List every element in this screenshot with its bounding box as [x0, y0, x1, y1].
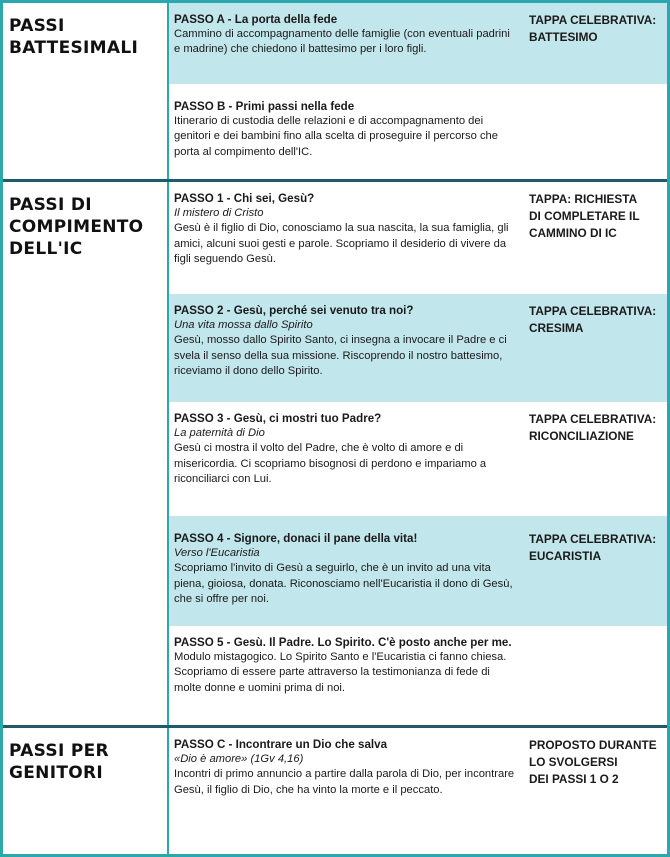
- section-title: PASSI DI COMPIMENTO DELL'IC: [9, 195, 144, 259]
- row-content: [174, 531, 519, 607]
- tappa-label: TAPPA CELEBRATIVA: CRESIMA: [529, 304, 657, 335]
- row-text: Gesù ci mostra il volto del Padre, che è volto di amore e di misericordia. Ci scopriamo bisognosi di perdono e impariamo a riconciliarci con Lui.: [174, 442, 487, 485]
- row-content: [174, 99, 519, 160]
- section-passi-compimento: [3, 182, 667, 725]
- row-heading: PASSO 5 - Gesù. Il Padre. Lo Spirito. C'è posto anche per me.: [174, 636, 512, 649]
- row-text: Itinerario di custodia delle relazioni e di accompagnamento dei genitori e dei bambini fino alla scelta di proseguire il percorso che porta al compimento dell'IC.: [174, 115, 498, 158]
- row-text: Gesù è il figlio di Dio, conosciamo la sua nascita, la sua famiglia, gli amici, alcuni suoi gesti e parole. Scopriamo il desiderio di vivere da figli seguendo Gesù.: [174, 222, 509, 265]
- row-passo-2: [169, 294, 667, 402]
- row-content: [174, 737, 519, 798]
- row-heading: PASSO 2 - Gesù, perché sei venuto tra noi?: [174, 304, 414, 317]
- row-heading: PASSO 3 - Gesù, ci mostri tuo Padre?: [174, 412, 382, 425]
- section-passi-genitori: [3, 728, 667, 854]
- row-subtitle: La paternità di Dio: [174, 427, 265, 440]
- row-heading: PASSO B - Primi passi nella fede: [174, 100, 355, 113]
- tappa-label: PROPOSTO DURANTE LO SVOLGERSI DEI PASSI 1 O 2: [529, 738, 657, 786]
- row-content: [174, 635, 519, 696]
- section-title: PASSI BATTESIMALI: [9, 16, 139, 58]
- row-heading: PASSO A - La porta della fede: [174, 13, 338, 26]
- tappa-label: TAPPA CELEBRATIVA: BATTESIMO: [529, 13, 657, 44]
- row-heading: PASSO 4 - Signore, donaci il pane della vita!: [174, 532, 418, 545]
- row-content: [174, 12, 519, 58]
- tappa-label: TAPPA CELEBRATIVA: RICONCILIAZIONE: [529, 412, 657, 443]
- row-passo-3: [169, 402, 667, 516]
- section-passi-battesimali: [3, 3, 667, 179]
- row-subtitle: Il mistero di Cristo: [174, 207, 264, 220]
- row-subtitle: «Dio è amore» (1Gv 4,16): [174, 753, 304, 766]
- row-passo-b: [169, 84, 667, 179]
- row-text: Scopriamo l'invito di Gesù a seguirlo, che è un invito ad una vita piena, gioiosa, donata. Riconosciamo nell'Eucaristia il dono di Gesù, che si offre per noi.: [174, 562, 513, 605]
- row-passo-1: [169, 182, 667, 294]
- row-subtitle: Verso l'Eucaristia: [174, 547, 260, 560]
- row-text: Incontri di primo annuncio a partire dalla parola di Dio, per incontrare Gesù, il figlio di Dio, che ha vinto la morte e il peccato.: [174, 768, 515, 796]
- row-heading: PASSO C - Incontrare un Dio che salva: [174, 738, 388, 751]
- row-text: Cammino di accompagnamento delle famiglie (con eventuali padrini e madrine) che chiedono il battesimo per i loro figli.: [174, 28, 510, 56]
- row-content: [174, 191, 519, 267]
- row-passo-4: [169, 516, 667, 626]
- section-title: PASSI PER GENITORI: [9, 741, 109, 783]
- row-heading: PASSO 1 - Chi sei, Gesù?: [174, 192, 315, 205]
- row-passo-a: [169, 3, 667, 84]
- tappa-label: TAPPA CELEBRATIVA: EUCARISTIA: [529, 532, 657, 563]
- row-content: [174, 411, 519, 487]
- tappa-label: TAPPA: RICHIESTA DI COMPLETARE IL CAMMINO DI IC: [529, 192, 640, 240]
- row-content: [174, 303, 519, 379]
- row-text: Gesù, mosso dallo Spirito Santo, ci insegna a invocare il Padre e ci svela il senso della sua missione. Riscoprendo il nostro battesimo, riceviamo il dono dello Spirito.: [174, 334, 507, 377]
- row-text: Modulo mistagogico. Lo Spirito Santo e l'Eucaristia ci fanno chiesa. Scopriamo di essere parte attraverso la testimonianza di fede di molte donne e uomini prima di noi.: [174, 651, 507, 694]
- row-subtitle: Una vita mossa dallo Spirito: [174, 319, 313, 332]
- row-passo-c: [169, 728, 667, 854]
- row-passo-5: [169, 626, 667, 725]
